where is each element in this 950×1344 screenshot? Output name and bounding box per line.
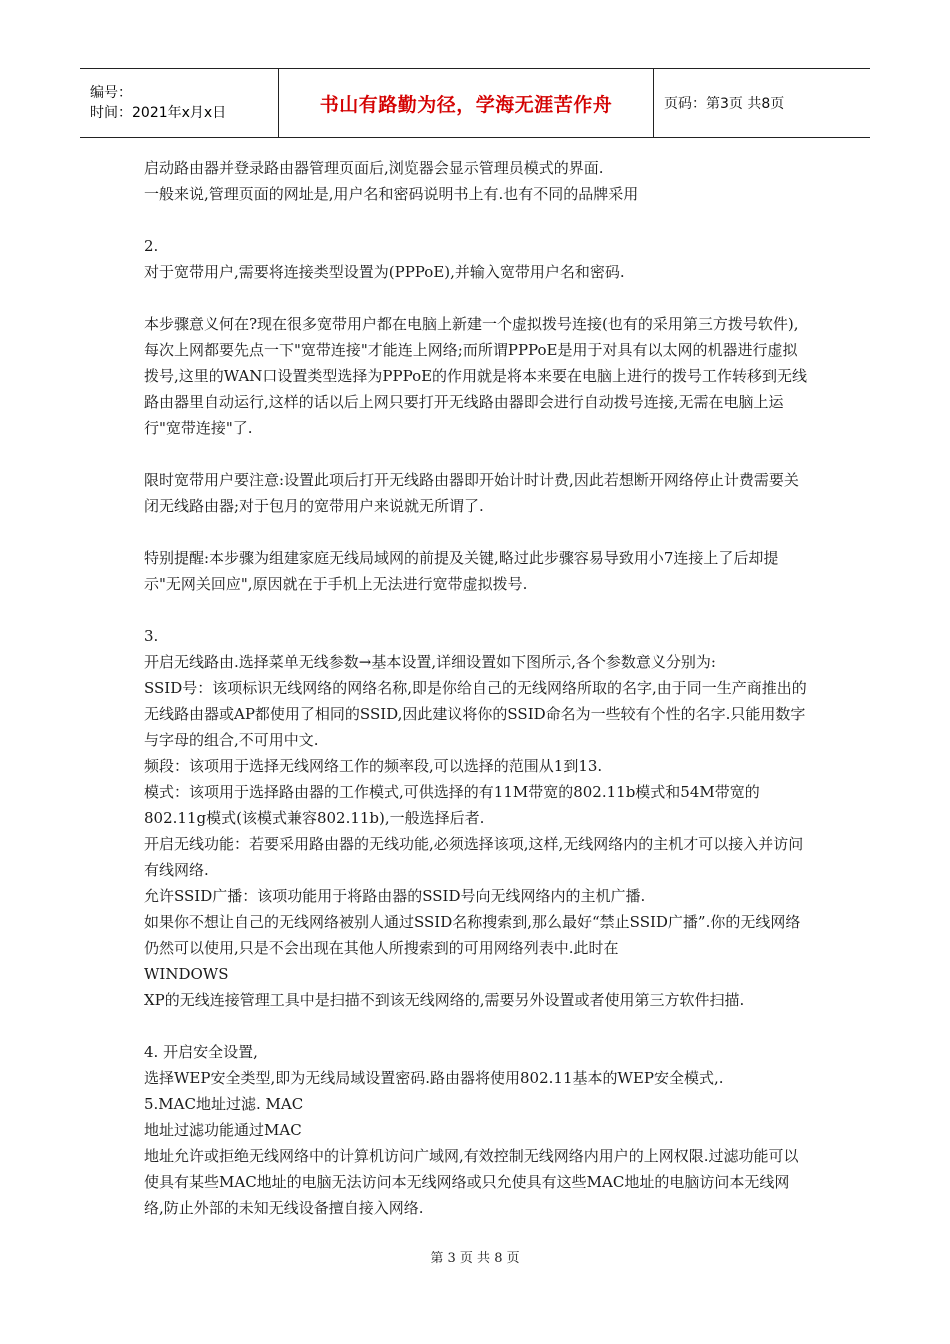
blank-line xyxy=(144,207,809,233)
blank-line xyxy=(144,519,809,545)
blank-line xyxy=(144,1013,809,1039)
paragraph: 限时宽带用户要注意:设置此项后打开无线路由器即开始计时计费,因此若想断开网络停止计费需要关闭无线路由器;对于包月的宽带用户来说就无所谓了. xyxy=(144,471,799,515)
paragraph: 允许SSID广播：该项功能用于将路由器的SSID号向无线网络内的主机广播. xyxy=(144,887,646,905)
paragraph: 开启无线功能：若要采用路由器的无线功能,必须选择该项,这样,无线网络内的主机才可以接入并访问有线网络. xyxy=(144,835,804,879)
paragraph: XP的无线连接管理工具中是扫描不到该无线网络的,需要另外设置或者使用第三方软件扫描. xyxy=(144,991,745,1009)
paragraph: 地址允许或拒绝无线网络中的计算机访问广域网,有效控制无线网络内用户的上网权限.过滤功能可以使具有某些MAC地址的电脑无法访问本无线网络或只允使具有这些MAC地址的电脑访问本无线网络,防止外部的未知无线设备擅自接入网络. xyxy=(144,1147,799,1217)
paragraph: 启动路由器并登录路由器管理页面后,浏览器会显示管理员模式的界面. xyxy=(144,159,604,177)
paragraph: 选择WEP安全类型,即为无线局域设置密码.路由器将使用802.11基本的WEP安全模式,. xyxy=(144,1069,724,1087)
paragraph: 本步骤意义何在?现在很多宽带用户都在电脑上新建一个虚拟拨号连接(也有的采用第三方拨号软件),每次上网都要先点一下"宽带连接"才能连上网络;而所谓PPPoE是用于对具有以太网的机器进行虚拟拨号,这里的WAN口设置类型选择为PPPoE的作用就是将本来要在电脑上进行的拨号工作转移到无线路由器里自动运行,这样的话以后上网只要打开无线路由器即会进行自动拨号连接,无需在电脑上运行"宽带连接"了. xyxy=(144,315,808,437)
blank-line xyxy=(144,285,809,311)
document-number-label: 编号： xyxy=(90,85,132,101)
blank-line xyxy=(144,597,809,623)
paragraph: WINDOWS xyxy=(144,965,229,983)
paragraph: 地址过滤功能通过MAC xyxy=(144,1121,302,1139)
paragraph: 模式：该项用于选择路由器的工作模式,可供选择的有11M带宽的802.11b模式和54M带宽的802.11g模式(该模式兼容802.11b),一般选择后者. xyxy=(144,783,760,827)
page-footer: 第 3 页 共 8 页 xyxy=(430,1251,520,1266)
paragraph: 3. xyxy=(144,627,159,645)
paragraph: 4. 开启安全设置, xyxy=(144,1043,258,1061)
header-motto: 书山有路勤为径，学海无涯苦作舟 xyxy=(319,93,613,116)
paragraph: 开启无线路由.选择菜单无线参数→基本设置,详细设置如下图所示,各个参数意义分别为: xyxy=(144,653,716,671)
page-header xyxy=(80,68,870,138)
header-page-number: 页码：第3页 共8页 xyxy=(664,96,785,112)
paragraph: 如果你不想让自己的无线网络被别人通过SSID名称搜索到,那么最好“禁止SSID广播”.你的无线网络仍然可以使用,只是不会出现在其他人所搜索到的可用网络列表中.此时在 xyxy=(144,913,801,957)
document-time-label: 时间：2021年x月x日 xyxy=(90,105,227,121)
paragraph: 特别提醒:本步骤为组建家庭无线局域网的前提及关键,略过此步骤容易导致用小7连接上了后却提示"无网关回应",原因就在于手机上无法进行宽带虚拟拨号. xyxy=(144,549,779,593)
paragraph: 5.MAC地址过滤. MAC xyxy=(144,1095,304,1113)
document-body xyxy=(144,155,809,1221)
header-motto-cell xyxy=(279,69,654,137)
paragraph: SSID号：该项标识无线网络的网络名称,即是你给自己的无线网络所取的名字,由于同一生产商推出的无线路由器或AP都使用了相同的SSID,因此建议将你的SSID命名为一些较有个性的名字.只能用数字与字母的组合,不可用中文. xyxy=(144,679,807,749)
paragraph: 对于宽带用户,需要将连接类型设置为(PPPoE),并输入宽带用户名和密码. xyxy=(144,263,625,281)
paragraph: 一般来说,管理页面的网址是,用户名和密码说明书上有.也有不同的品牌采用 xyxy=(144,185,639,203)
header-page-cell xyxy=(654,69,870,137)
paragraph: 频段：该项用于选择无线网络工作的频率段,可以选择的范围从1到13. xyxy=(144,757,603,775)
header-info xyxy=(80,69,279,137)
blank-line xyxy=(144,441,809,467)
paragraph: 2. xyxy=(144,237,159,255)
